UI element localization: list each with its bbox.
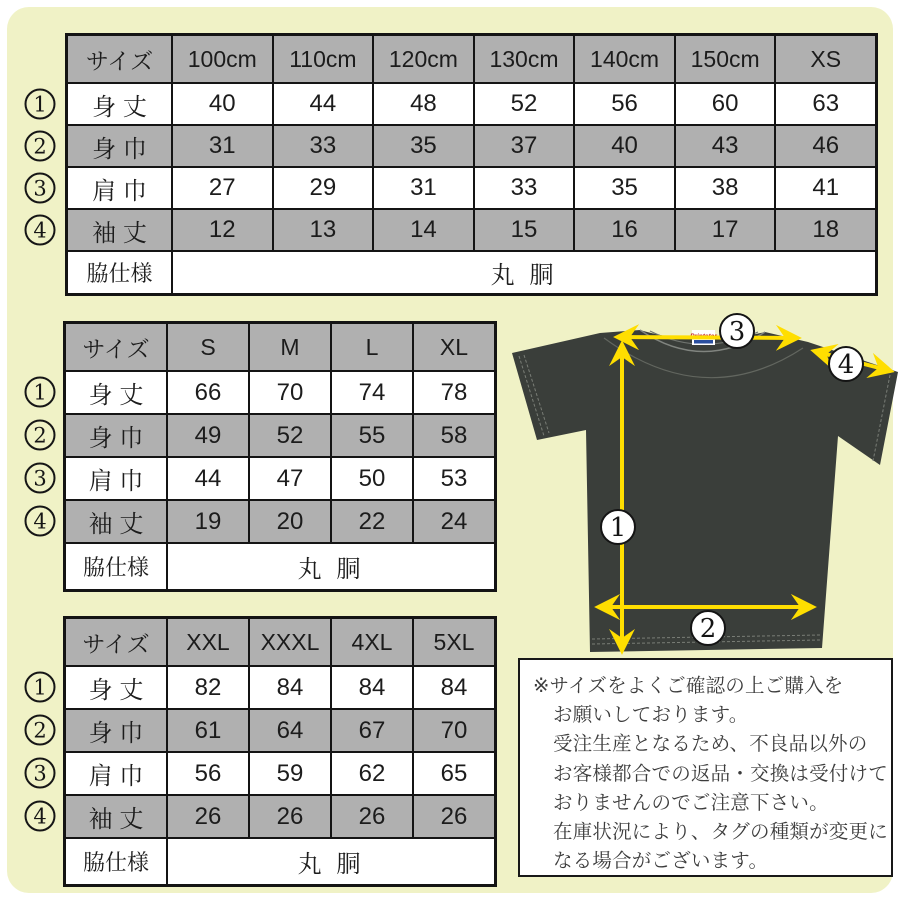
size-header-label: サイズ (66, 324, 166, 370)
measure-row-label: 肩 巾 (68, 168, 171, 208)
row-marker: 1 (25, 672, 56, 703)
measure-row-label: 身 巾 (68, 126, 171, 166)
notice-line: お客様都合での返品・交換は受付けて (553, 762, 888, 785)
measure-value-cell: 26 (168, 796, 248, 837)
measure-value-cell: 18 (776, 210, 875, 250)
size-column-header: XL (414, 324, 494, 370)
measure-value-cell: 44 (274, 84, 373, 124)
svg-text:4: 4 (837, 350, 855, 380)
size-column-header: XXL (168, 619, 248, 665)
measure-value-cell: 37 (475, 126, 574, 166)
diagram-marker-2 (691, 611, 725, 645)
measure-value-cell: 31 (374, 168, 473, 208)
measure-value-cell: 35 (374, 126, 473, 166)
measure-value-cell: 14 (374, 210, 473, 250)
measure-value-cell: 70 (414, 710, 494, 751)
measure-value-cell: 26 (414, 796, 494, 837)
measure-value-cell: 52 (250, 415, 330, 456)
measure-value-cell: 33 (475, 168, 574, 208)
measure-value-cell: 64 (250, 710, 330, 751)
measure-row-label: 身 丈 (66, 372, 166, 413)
purchase-notice-box (518, 658, 893, 877)
size-table-plus (63, 616, 497, 887)
measure-value-cell: 15 (475, 210, 574, 250)
side-spec-label: 脇仕様 (66, 839, 166, 884)
measure-value-cell: 43 (676, 126, 775, 166)
diagram-marker-4 (829, 347, 863, 381)
measure-value-cell: 40 (575, 126, 674, 166)
side-spec-label: 脇仕様 (68, 252, 171, 293)
side-spec-value: 丸 胴 (168, 839, 494, 884)
svg-text:3: 3 (728, 317, 746, 347)
row-marker: 3 (25, 173, 56, 204)
measure-value-cell: 62 (332, 753, 412, 794)
measure-row-label: 肩 巾 (66, 458, 166, 499)
size-column-header: 5XL (414, 619, 494, 665)
measure-value-cell: 63 (776, 84, 875, 124)
row-marker: 3 (25, 463, 56, 494)
measure-value-cell: 78 (414, 372, 494, 413)
size-column-header: 4XL (332, 619, 412, 665)
row-marker: 4 (25, 506, 56, 537)
measure-value-cell: 35 (575, 168, 674, 208)
measure-value-cell: 46 (776, 126, 875, 166)
size-column-header: 100cm (173, 36, 272, 82)
svg-text:2: 2 (699, 614, 717, 644)
measure-value-cell: 74 (332, 372, 412, 413)
size-column-header: XXXL (250, 619, 330, 665)
measure-value-cell: 38 (676, 168, 775, 208)
size-column-header: 130cm (475, 36, 574, 82)
size-table-adult (63, 321, 497, 592)
measure-row-label: 袖 丈 (66, 796, 166, 837)
size-column-header: 110cm (274, 36, 373, 82)
measure-value-cell: 22 (332, 501, 412, 542)
side-spec-value: 丸 胴 (168, 544, 494, 589)
measure-value-cell: 58 (414, 415, 494, 456)
row-marker: 4 (25, 801, 56, 832)
notice-line: おりませんのでご注意下さい。 (553, 791, 829, 814)
measure-value-cell: 65 (414, 753, 494, 794)
measure-value-cell: 16 (575, 210, 674, 250)
size-header-label: サイズ (68, 36, 171, 82)
size-column-header: 140cm (575, 36, 674, 82)
measure-value-cell: 49 (168, 415, 248, 456)
notice-line: ※サイズをよくご確認の上ご購入を (533, 675, 844, 697)
shoulder-width-arrow (617, 337, 798, 338)
notice-line: 在庫状況により、タグの種類が変更に (553, 821, 888, 844)
svg-text:1: 1 (609, 513, 627, 543)
measure-value-cell: 41 (776, 168, 875, 208)
measure-value-cell: 56 (575, 84, 674, 124)
measure-value-cell: 70 (250, 372, 330, 413)
measure-row-label: 袖 丈 (68, 210, 171, 250)
diagram-marker-3 (720, 314, 754, 348)
size-header-label: サイズ (66, 619, 166, 665)
size-column-header: L (332, 324, 412, 370)
measure-value-cell: 47 (250, 458, 330, 499)
measure-value-cell: 82 (168, 667, 248, 708)
measure-value-cell: 24 (414, 501, 494, 542)
measure-value-cell: 40 (173, 84, 272, 124)
tshirt-measurement-diagram (500, 300, 900, 665)
measure-value-cell: 19 (168, 501, 248, 542)
measure-row-label: 肩 巾 (66, 753, 166, 794)
measure-value-cell: 52 (475, 84, 574, 124)
measure-row-label: 身 丈 (68, 84, 171, 124)
measure-row-label: 身 巾 (66, 415, 166, 456)
notice-line: お願いしております。 (553, 704, 749, 727)
measure-value-cell: 26 (332, 796, 412, 837)
measure-value-cell: 33 (274, 126, 373, 166)
measure-value-cell: 55 (332, 415, 412, 456)
row-marker: 1 (25, 89, 56, 120)
size-table-kids (65, 33, 878, 296)
measure-value-cell: 44 (168, 458, 248, 499)
row-marker: 2 (25, 420, 56, 451)
measure-value-cell: 56 (168, 753, 248, 794)
measure-value-cell: 84 (332, 667, 412, 708)
size-column-header: 120cm (374, 36, 473, 82)
notice-line: 受注生産となるため、不良品以外の (553, 733, 868, 756)
measure-value-cell: 50 (332, 458, 412, 499)
measure-row-label: 身 丈 (66, 667, 166, 708)
measure-value-cell: 67 (332, 710, 412, 751)
measure-value-cell: 66 (168, 372, 248, 413)
row-marker: 3 (25, 758, 56, 789)
measure-row-label: 袖 丈 (66, 501, 166, 542)
measure-value-cell: 60 (676, 84, 775, 124)
measure-value-cell: 84 (414, 667, 494, 708)
measure-value-cell: 20 (250, 501, 330, 542)
size-column-header: XS (776, 36, 875, 82)
measure-value-cell: 61 (168, 710, 248, 751)
size-column-header: 150cm (676, 36, 775, 82)
size-column-header: S (168, 324, 248, 370)
notice-line: なる場合がございます。 (553, 850, 769, 873)
measure-value-cell: 26 (250, 796, 330, 837)
measure-value-cell: 17 (676, 210, 775, 250)
measure-value-cell: 13 (274, 210, 373, 250)
diagram-marker-1 (601, 510, 635, 544)
measure-value-cell: 29 (274, 168, 373, 208)
row-marker: 2 (25, 715, 56, 746)
measure-value-cell: 53 (414, 458, 494, 499)
row-marker: 4 (25, 215, 56, 246)
row-marker: 2 (25, 131, 56, 162)
measure-row-label: 身 巾 (66, 710, 166, 751)
measure-value-cell: 31 (173, 126, 272, 166)
measure-value-cell: 12 (173, 210, 272, 250)
measure-value-cell: 48 (374, 84, 473, 124)
side-spec-value: 丸 胴 (173, 252, 875, 293)
size-column-header: M (250, 324, 330, 370)
measure-value-cell: 84 (250, 667, 330, 708)
measure-value-cell: 27 (173, 168, 272, 208)
row-marker: 1 (25, 377, 56, 408)
side-spec-label: 脇仕様 (66, 544, 166, 589)
measure-value-cell: 59 (250, 753, 330, 794)
